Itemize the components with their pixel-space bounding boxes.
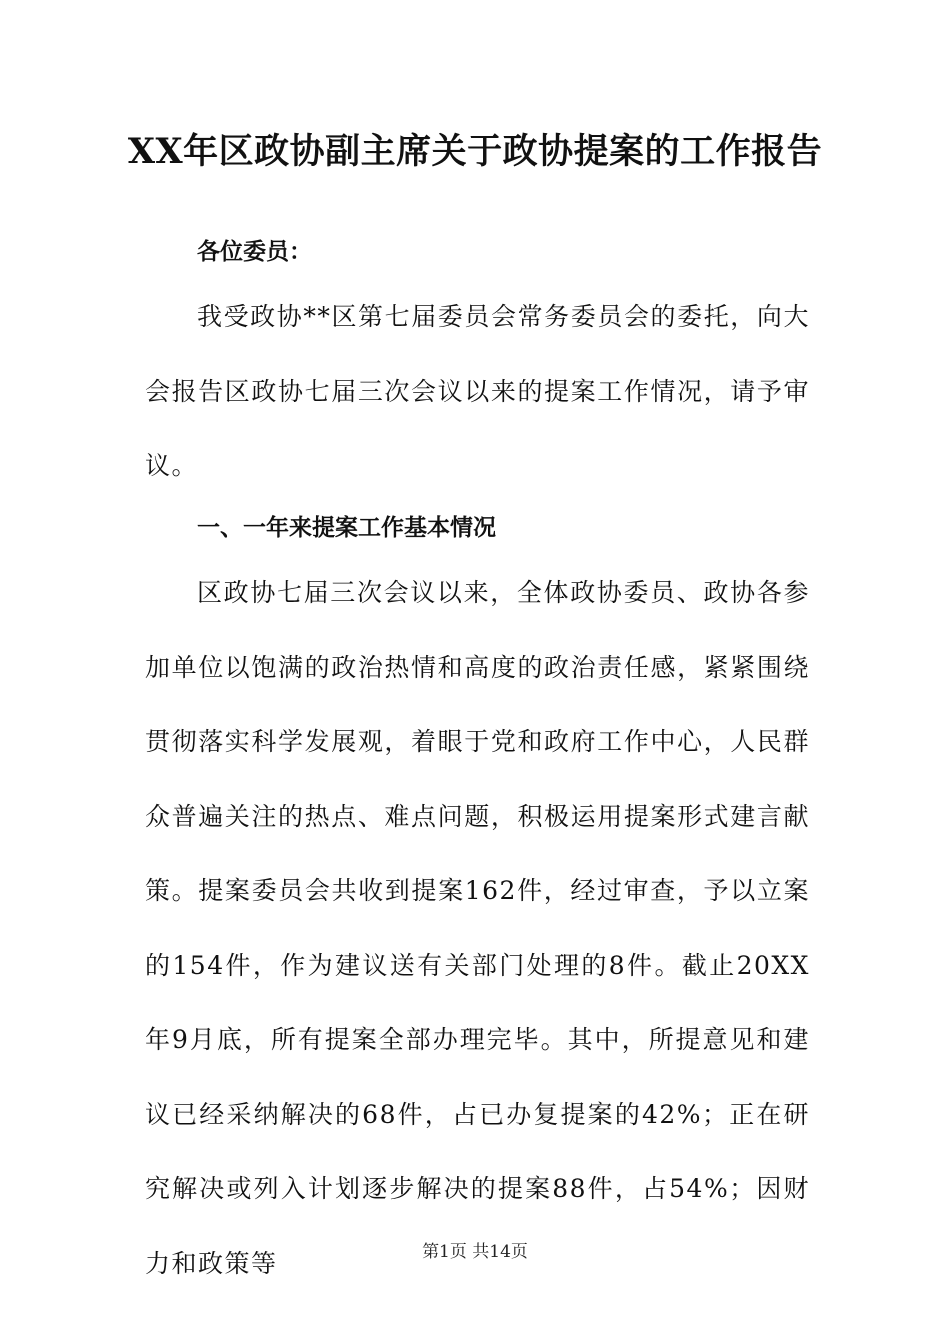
- section-paragraph: 区政协七届三次会议以来，全体政协委员、政协各参加单位以饱满的政治热情和高度的政治责任感，紧紧围绕贯彻落实科学发展观，着眼于党和政府工作中心，人民群众普遍关注的热点、难点问题，积极运用提案形式建言献策。提案委员会共收到提案162件，经过审查，予以立案的154件，作为建议送有关部门处理的8件。截止20XX年9月底，所有提案全部办理完毕。其中，所提意见和建议已经采纳解决的68件，占已办复提案的42%；正在研究解决或列入计划逐步解决的提案88件，占54%；因财力和政策等: [145, 578, 810, 1278]
- section-heading: 一、一年来提案工作基本情况: [197, 515, 496, 541]
- salutation: 各位委员：: [197, 239, 312, 265]
- document-title: XX年区政协副主席关于政协提案的工作报告: [127, 131, 823, 172]
- intro-paragraph: 我受政协**区第七届委员会常务委员会的委托，向大会报告区政协七届三次会议以来的提案工作情况，请予审议。: [145, 302, 810, 480]
- page-footer: 第1页 共14页: [422, 1242, 528, 1262]
